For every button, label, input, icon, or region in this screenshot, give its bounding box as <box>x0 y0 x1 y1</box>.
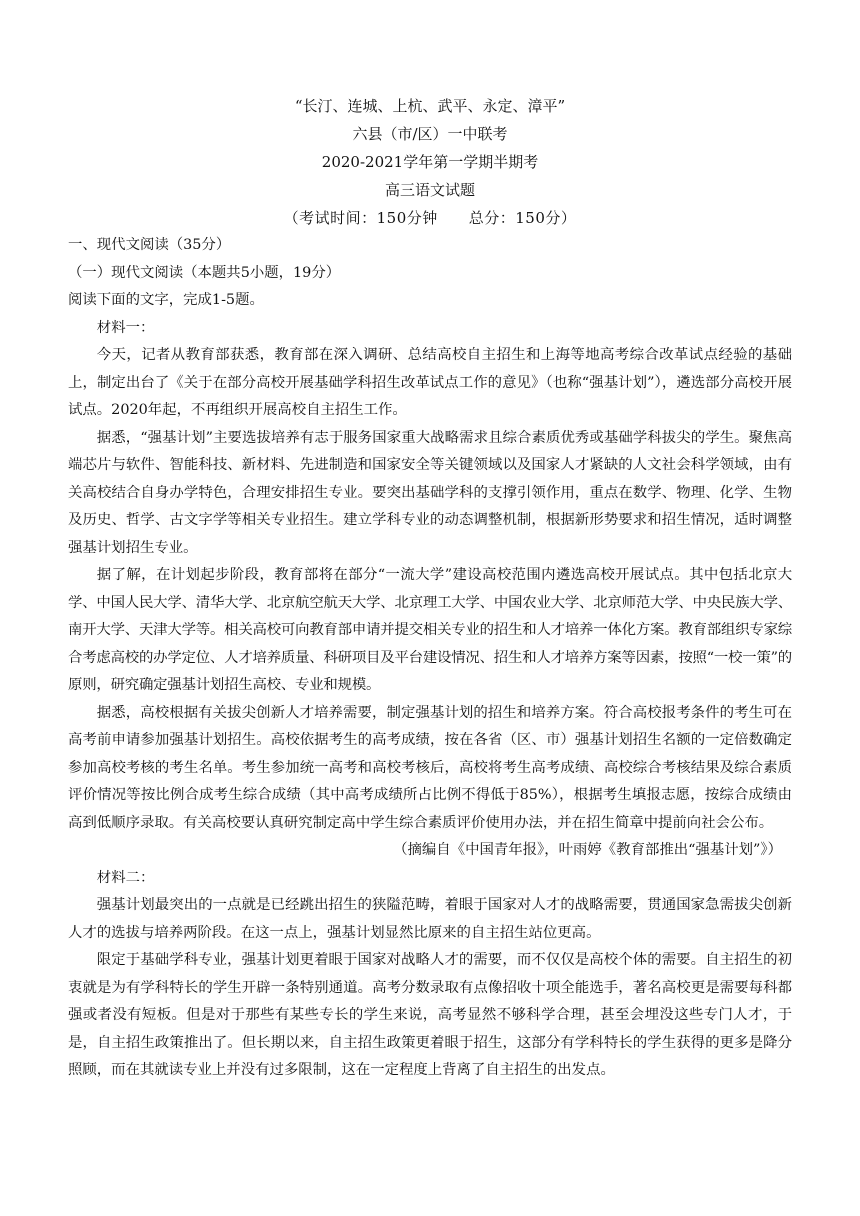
exam-body <box>68 232 792 1085</box>
exam-title: 高三语文试题 <box>384 181 475 199</box>
section-title: 一、现代文阅读（35分） <box>68 237 231 253</box>
header-line-term: 2020-2021学年第一学期半期考 <box>321 153 539 171</box>
material-two-paragraph-2: 限定于基础学科专业，强基计划更着眼于国家对战略人才的需要，而不仅仅是高校个体的需要。自主招生的初衷就是为有学科特长的学生开辟一条特别通道。高考分数录取有点像招收十项全能选手，著名高校更是需要每科都强或者没有短板。但是对于那些有某些专长的学生来说，高考显然不够科学合理，甚至会埋没这些专门人才，于是，自主招生政策推出了。但长期以来，自主招生政策更着眼于招生，这部分有学科特长的学生获得的更多是降分照顾，而在其就读专业上并没有过多限制，这在一定程度上背离了自主招生的出发点。 <box>68 952 792 1078</box>
material-one-paragraph-3: 据了解，在计划起步阶段，教育部将在部分“一流大学”建设高校范围内遴选高校开展试点。其中包括北京大学、中国人民大学、清华大学、北京航空航天大学、北京理工大学、中国农业大学、北京师范大学、中央民族大学、南开大学、天津大学等。相关高校可向教育部申请并提交相关专业的招生和人才培养一体化方案。教育部组织专家综合考虑高校的办学定位、人才培养质量、科研项目及平台建设情况、招生和人才培养方案等因素，按照“一校一策”的原则，研究确定强基计划招生高校、专业和规模。 <box>68 567 792 693</box>
header-line-schools: 六县（市/区）一中联考 <box>352 125 508 143</box>
material-one-paragraph-4: 据悉，高校根据有关拔尖创新人才培养需要，制定强基计划的招生和培养方案。符合高校报考条件的考生可在高考前申请参加强基计划招生。高校依据考生的高考成绩，按在各省（区、市）强基计划招生名额的一定倍数确定参加高校考核的考生名单。考生参加统一高考和高校考核后，高校将考生高考成绩、高校综合考核结果及综合素质评价情况等按比例合成考生综合成绩（其中高考成绩所占比例不得低于85%），根据考生填报志愿，按综合成绩由高到低顺序录取。有关高校要认真研究制定高中学生综合素质评价使用办法，并在招生简章中提前向社会公布。 <box>68 704 792 831</box>
exam-info: （考试时间：150分钟 总分：150分） <box>283 209 577 227</box>
material-one-paragraph-1: 今天，记者从教育部获悉，教育部在深入调研、总结高校自主招生和上海等地高考综合改革试点经验的基础上，制定出台了《关于在部分高校开展基础学科招生改革试点工作的意见》（也称“强基计划”），遴选部分高校开展试点。2020年起，不再组织开展高校自主招生工作。 <box>68 347 792 418</box>
exam-header <box>0 92 860 232</box>
reading-instruction: 阅读下面的文字，完成1-5题。 <box>68 292 264 308</box>
material-one-paragraph-2: 据悉，“强基计划”主要选拔培养有志于服务国家重大战略需求且综合素质优秀或基础学科拔尖的学生。聚焦高端芯片与软件、智能科技、新材料、先进制造和国家安全等关键领域以及国家人才紧缺的人文社会科学领域，由有关高校结合自身办学特色，合理安排招生专业。要突出基础学科的支撑引领作用，重点在数学、物理、化学、生物及历史、哲学、古文字学等相关专业招生。建立学科专业的动态调整机制，根据新形势要求和招生情况，适时调整强基计划招生专业。 <box>68 429 792 556</box>
material-one-source: （摘编自《中国青年报》，叶雨婷《教育部推出“强基计划”》） <box>393 842 782 858</box>
material-one-label: 材料一： <box>96 319 155 336</box>
sub-section-title: （一）现代文阅读（本题共5小题，19分） <box>68 264 341 281</box>
material-two-label: 材料二： <box>96 869 155 886</box>
material-two-paragraph-1: 强基计划最突出的一点就是已经跳出招生的狭隘范畴，着眼于国家对人才的战略需要，贯通国家急需拔尖创新人才的选拔与培养两阶段。在这一点上，强基计划显然比原来的自主招生站位更高。 <box>68 897 792 941</box>
header-line-counties: “长汀、连城、上杭、武平、永定、漳平” <box>294 97 566 115</box>
